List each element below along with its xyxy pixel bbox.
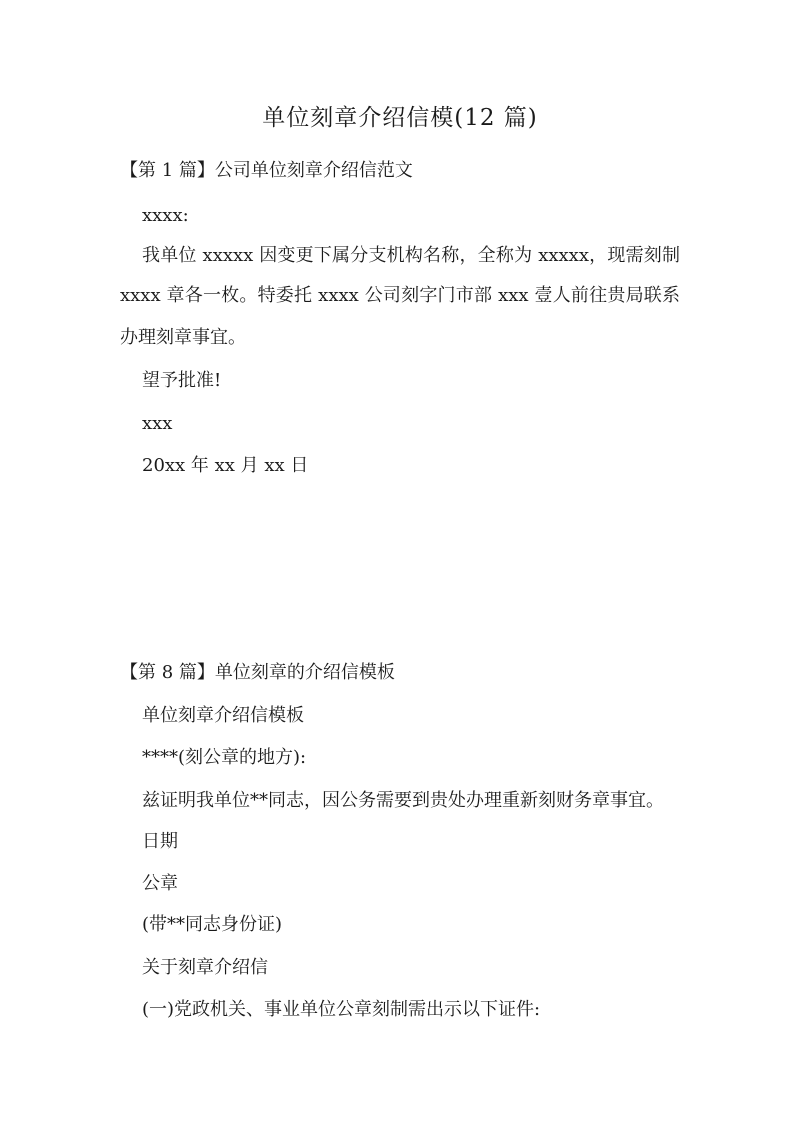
document-title: 单位刻章介绍信模(12 篇) bbox=[262, 105, 538, 131]
section-1-signer: xxx bbox=[142, 413, 173, 434]
section-1-paragraph-line-3: 办理刻章事宜。 bbox=[120, 327, 246, 348]
section-8-related-heading: 关于刻章介绍信 bbox=[142, 957, 268, 978]
section-8-heading: 【第 8 篇】单位刻章的介绍信模板 bbox=[120, 662, 395, 683]
section-8-note: (带**同志身份证) bbox=[142, 914, 283, 935]
section-1-paragraph-line-1: 我单位 xxxxx 因变更下属分支机构名称，全称为 xxxxx，现需刻制 bbox=[142, 245, 680, 266]
section-1-closing: 望予批准! bbox=[142, 370, 222, 391]
section-8-item-1: (一)党政机关、事业单位公章刻制需出示以下证件: bbox=[142, 999, 541, 1020]
section-8-body: 兹证明我单位**同志，因公务需要到贵处办理重新刻财务章事宜。 bbox=[142, 790, 664, 811]
section-1-paragraph-line-2: xxxx 章各一枚。特委托 xxxx 公司刻字门市部 xxx 壹人前往贵局联系 bbox=[120, 285, 680, 306]
section-1-date: 20xx 年 xx 月 xx 日 bbox=[142, 455, 309, 476]
section-8-subtitle: 单位刻章介绍信模板 bbox=[142, 705, 304, 726]
section-1-heading: 【第 1 篇】公司单位刻章介绍信范文 bbox=[120, 160, 413, 181]
section-8-addressee: ****(刻公章的地方): bbox=[142, 747, 307, 768]
section-8-date-label: 日期 bbox=[142, 831, 178, 852]
section-8-seal-label: 公章 bbox=[142, 873, 178, 894]
section-1-salutation: xxxx: bbox=[142, 205, 189, 226]
